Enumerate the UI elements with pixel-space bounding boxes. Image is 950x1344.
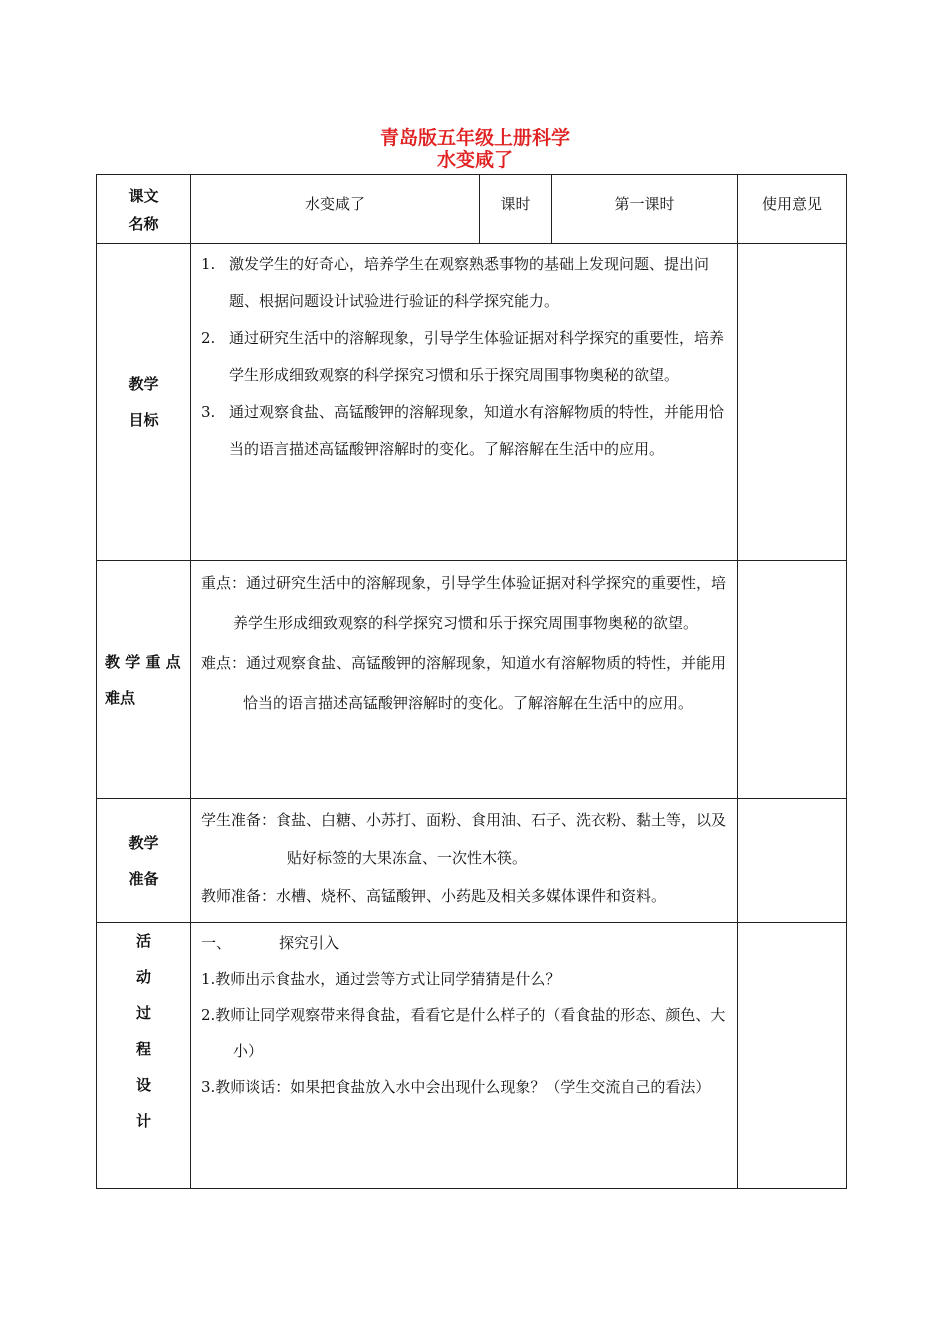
usage-label: 使用意见	[738, 175, 847, 244]
label-char: 活	[135, 932, 151, 950]
lesson-name-label	[97, 175, 191, 244]
label-line: 准备	[128, 869, 159, 888]
label-char: 程	[135, 1040, 151, 1058]
label-line: 教 学 重 点	[105, 652, 181, 671]
goals-label	[97, 244, 191, 561]
activity-step: 2.教师让同学观察带来得食盐，看看它是什么样子的（看食盐的形态、颜色、大小）	[201, 1006, 726, 1060]
activity-step: 1.教师出示食盐水，通过尝等方式让同学猜猜是什么？	[201, 970, 561, 988]
key-points-usage-cell	[738, 561, 847, 799]
label-line: 名称	[128, 215, 159, 233]
goal-text: 激发学生的好奇心，培养学生在观察熟悉事物的基础上发现问题、提出问题、根据问题设计试验进行验证的科学探究能力。	[229, 255, 710, 310]
label-line: 教学	[128, 375, 159, 393]
difficult-point-text: 难点：通过观察食盐、高锰酸钾的溶解现象，知道水有溶解物质的特性，并能用恰当的语言描述高锰酸钾溶解时的变化。了解溶解在生活中的应用。	[201, 654, 727, 712]
section-heading	[201, 925, 727, 961]
activity-step: 3.教师谈话：如果把食盐放入水中会出现什么现象？（学生交流自己的看法）	[201, 1078, 711, 1096]
goal-text: 通过观察食盐、高锰酸钾的溶解现象，知道水有溶解物质的特性，并能用恰当的语言描述高锰酸钾溶解时的变化。了解溶解在生活中的应用。	[229, 403, 725, 458]
activity-usage-cell	[738, 923, 847, 1189]
goal-text: 通过研究生活中的溶解现象，引导学生体验证据对科学探究的重要性，培养学生形成细致观察的科学探究习惯和乐于探究周围事物奥秘的欲望。	[229, 329, 725, 384]
goals-row	[97, 244, 847, 561]
label-line: 课文	[128, 187, 159, 205]
preparation-label	[97, 799, 191, 923]
key-points-label	[97, 561, 191, 799]
goal-number: 1.	[201, 255, 216, 273]
label-line: 难点	[105, 688, 136, 707]
student-preparation: 学生准备：食盐、白糖、小苏打、面粉、食用油、石子、洗衣粉、黏土等，以及贴好标签的大果冻盒、一次性木筷。	[201, 811, 727, 867]
activity-row	[97, 923, 847, 1189]
period-value: 第一课时	[552, 175, 738, 244]
goals-content	[191, 244, 738, 561]
label-char: 计	[135, 1112, 151, 1130]
label-line: 目标	[128, 411, 159, 429]
goal-item	[201, 394, 727, 468]
section-title: 探究引入	[279, 934, 340, 952]
activity-content	[191, 923, 738, 1189]
label-char: 过	[135, 1004, 151, 1022]
period-label: 课时	[480, 175, 552, 244]
section-number: 一、	[201, 934, 232, 952]
document-subtitle: 水变咸了	[436, 149, 513, 171]
teacher-preparation: 教师准备：水槽、烧杯、高锰酸钾、小药匙及相关多媒体课件和资料。	[201, 887, 667, 905]
header-row	[97, 175, 847, 244]
document-title: 青岛版五年级上册科学	[379, 127, 570, 149]
goal-item	[201, 320, 727, 394]
key-points-content	[191, 561, 738, 799]
goal-item	[201, 246, 727, 320]
preparation-usage-cell	[738, 799, 847, 923]
preparation-row	[97, 799, 847, 923]
goal-number: 3.	[201, 403, 216, 421]
label-char: 设	[135, 1076, 151, 1094]
lesson-name-value: 水变咸了	[191, 175, 480, 244]
goal-number: 2.	[201, 329, 216, 347]
activity-label	[97, 923, 191, 1189]
lesson-plan-table	[96, 174, 847, 1189]
key-points-row	[97, 561, 847, 799]
goals-usage-cell	[738, 244, 847, 561]
key-point-text: 重点：通过研究生活中的溶解现象，引导学生体验证据对科学探究的重要性，培养学生形成细致观察的科学探究习惯和乐于探究周围事物奥秘的欲望。	[201, 574, 727, 632]
label-line: 教学	[128, 833, 159, 852]
preparation-content	[191, 799, 738, 923]
label-char: 动	[135, 968, 151, 986]
